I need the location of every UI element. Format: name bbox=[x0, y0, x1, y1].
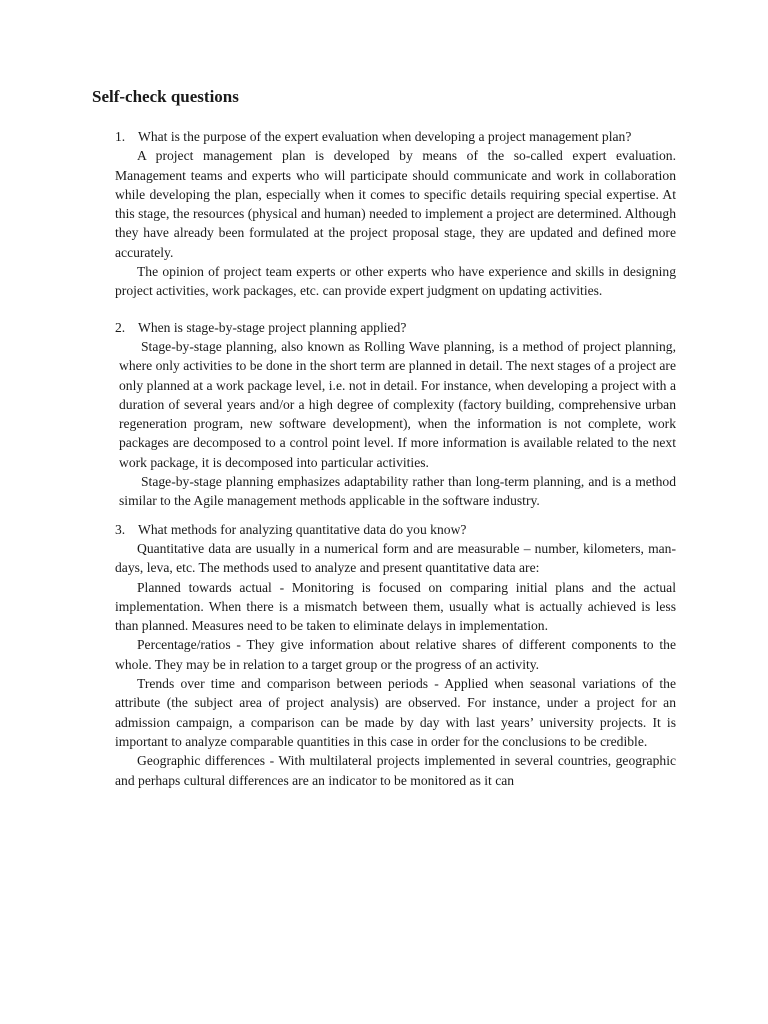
question-text: What is the purpose of the expert evaluation when developing a project management plan? bbox=[138, 129, 632, 144]
answer-paragraph: Percentage/ratios - They give information about relative shares of different components to the whole. They may be in relation to a target group or the progress of an activity. bbox=[115, 637, 676, 672]
question-2 bbox=[115, 318, 676, 337]
question-text: What methods for analyzing quantitative data do you know? bbox=[138, 521, 467, 537]
question-number: 3. bbox=[115, 521, 126, 537]
questions-list bbox=[115, 127, 676, 790]
answer-paragraph: Planned towards actual - Monitoring is focused on comparing initial plans and the actual implementation. When there is a mismatch between them, usually what is actually achieved is less than planned. Measures need to be taken to eliminate delays in implementation. bbox=[115, 579, 676, 634]
answer-paragraph: Stage-by-stage planning emphasizes adaptability rather than long-term planning, and is a method similar to the Agile management methods applicable in the software industry. bbox=[119, 474, 676, 509]
question-section-3 bbox=[115, 520, 676, 790]
answer-paragraph: A project management plan is developed by means of the so-called expert evaluation. Management teams and experts who will participate should communicate and work in collaboration while developing the plan, especially when it comes to specific details requiring special expertise. At this stage, the resources (physical and human) needed to implement a project are determined. Although they have already been formulated at the project proposal stage, they are updated and defined more accurately. bbox=[115, 148, 676, 260]
question-1 bbox=[115, 127, 676, 146]
page-heading: Self-check questions bbox=[92, 87, 239, 106]
question-number: 2. bbox=[115, 319, 126, 335]
answer-paragraph: Trends over time and comparison between periods - Applied when seasonal variations of the attribute (the subject area of project analysis) are observed. For instance, under a project for an admission campaign, a comparison can be made by day with last years’ university projects. It is important to analyze comparable quantities in this case in order for the conclusions to be credible. bbox=[115, 676, 676, 749]
answer-paragraph: Stage-by-stage planning, also known as Rolling Wave planning, is a method of project planning, where only activities to be done in the short term are planned in detail. The next stages of a project are only planned at a work package level, i.e. not in detail. For instance, when developing a project with a duration of several years and/or a high degree of complexity (factory building, comprehensive urban regeneration program, new software development), when the information is not complete, work packages are decomposed to a control point level. If more information is available related to the next work package, it is decomposed into particular activities. bbox=[119, 338, 676, 470]
question-section-2 bbox=[115, 318, 676, 511]
answer-paragraph: Geographic differences - With multilateral projects implemented in several countries, geographic and perhaps cultural differences are an indicator to be monitored as it can bbox=[115, 753, 676, 788]
question-3 bbox=[115, 520, 676, 539]
question-section-1 bbox=[115, 127, 676, 301]
answer-paragraph: Quantitative data are usually in a numerical form and are measurable – number, kilometers, man-days, leva, etc. The methods used to analyze and present quantitative data are: bbox=[115, 540, 676, 576]
answer-paragraph: The opinion of project team experts or other experts who have experience and skills in designing project activities, work packages, etc. can provide expert judgment on updating activities. bbox=[115, 264, 676, 299]
question-text: When is stage-by-stage project planning applied? bbox=[138, 319, 407, 335]
question-number: 1. bbox=[115, 129, 126, 144]
